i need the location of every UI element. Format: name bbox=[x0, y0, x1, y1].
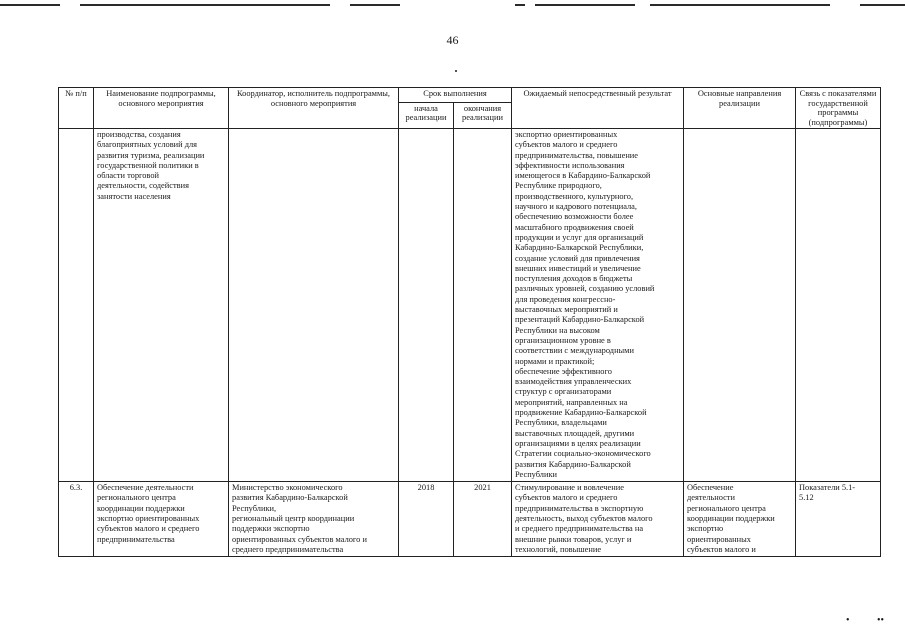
scan-edge-line bbox=[0, 4, 60, 6]
scan-mark: • bbox=[846, 615, 850, 626]
scan-speck bbox=[455, 70, 457, 72]
program-table bbox=[58, 87, 881, 557]
cell-num: 6.3. bbox=[59, 482, 94, 557]
cell-start bbox=[399, 129, 454, 482]
cell-directions bbox=[684, 129, 796, 482]
col-header-link: Связь с показателями государственной программы (подпрограммы) bbox=[796, 88, 881, 129]
col-header-directions: Основные направления реализации bbox=[684, 88, 796, 129]
scan-edge-line bbox=[515, 4, 525, 6]
cell-start: 2018 bbox=[399, 482, 454, 557]
cell-directions: Обеспечение деятельности регионального центра координации поддержки экспортно ориентированных субъектов малого и bbox=[684, 482, 796, 557]
table-row bbox=[59, 129, 881, 482]
cell-result: экспортно ориентированных субъектов малого и среднего предпринимательства, повышение эффективности использования имеющегося в Кабардино-Балкарской Республике природного, производственного, культурного, научного и кадрового потенциала, обеспечению возможности более масштабного продвижения своей продукции и услуг для организаций Кабардино-Балкарской Республики, создание условий для привлечения внешних инвестиций и увеличение поступления доходов в бюджеты различных уровней, созданию условий для проведения конгрессно- выставочных мероприятий и презентаций Кабардино-Балкарской Республики на высоком организационном уровне в соответствии с международными нормами и практикой; обеспечение эффективного взаимодействия управленческих структур с организаторами мероприятий, направленных на продвижение Кабардино-Балкарской Республики, владельцами выставочных площадей, другими организациями в целях реализации Стратегии социально-экономического развития Кабардино-Балкарской Республики bbox=[512, 129, 684, 482]
scan-edge-line bbox=[350, 4, 400, 6]
col-header-term-start: начала реализации bbox=[399, 102, 454, 128]
col-header-coordinator: Координатор, исполнитель подпрограммы, основного мероприятия bbox=[229, 88, 399, 129]
scan-edge-line bbox=[650, 4, 830, 6]
cell-end bbox=[454, 129, 512, 482]
cell-name: Обеспечение деятельности регионального центра координации поддержки экспортно ориентированных субъектов малого и среднего предпринимательства bbox=[94, 482, 229, 557]
page-number: 46 bbox=[446, 33, 459, 47]
scan-edge-line bbox=[535, 4, 635, 6]
cell-result: Стимулирование и вовлечение субъектов малого и среднего предпринимательства в экспортную деятельность, выход субъектов малого и среднего предпринимательства на внешние рынки товаров, услуг и технологий, повышение bbox=[512, 482, 684, 557]
cell-end: 2021 bbox=[454, 482, 512, 557]
col-header-name: Наименование подпрограммы, основного мероприятия bbox=[94, 88, 229, 129]
cell-num bbox=[59, 129, 94, 482]
col-header-term: Срок выполнения bbox=[399, 88, 512, 103]
header-row bbox=[59, 88, 881, 103]
scan-edge-line bbox=[860, 4, 905, 6]
cell-coordinator: Министерство экономического развития Кабардино-Балкарской Республики, региональный центр координации поддержки экспортно ориентированных субъектов малого и среднего предпринимательства bbox=[229, 482, 399, 557]
col-header-num: № п/п bbox=[59, 88, 94, 129]
cell-name: производства, создания благоприятных условий для развития туризма, реализации государственной политики в области торговой деятельности, содействия занятости населения bbox=[94, 129, 229, 482]
scan-mark: •• bbox=[877, 615, 885, 626]
table-row bbox=[59, 482, 881, 557]
col-header-term-end: окончания реализации bbox=[454, 102, 512, 128]
scan-edge-line bbox=[80, 4, 330, 6]
cell-link: Показатели 5.1- 5.12 bbox=[796, 482, 881, 557]
cell-coordinator bbox=[229, 129, 399, 482]
col-header-result: Ожидаемый непосредственный результат bbox=[512, 88, 684, 129]
cell-link bbox=[796, 129, 881, 482]
